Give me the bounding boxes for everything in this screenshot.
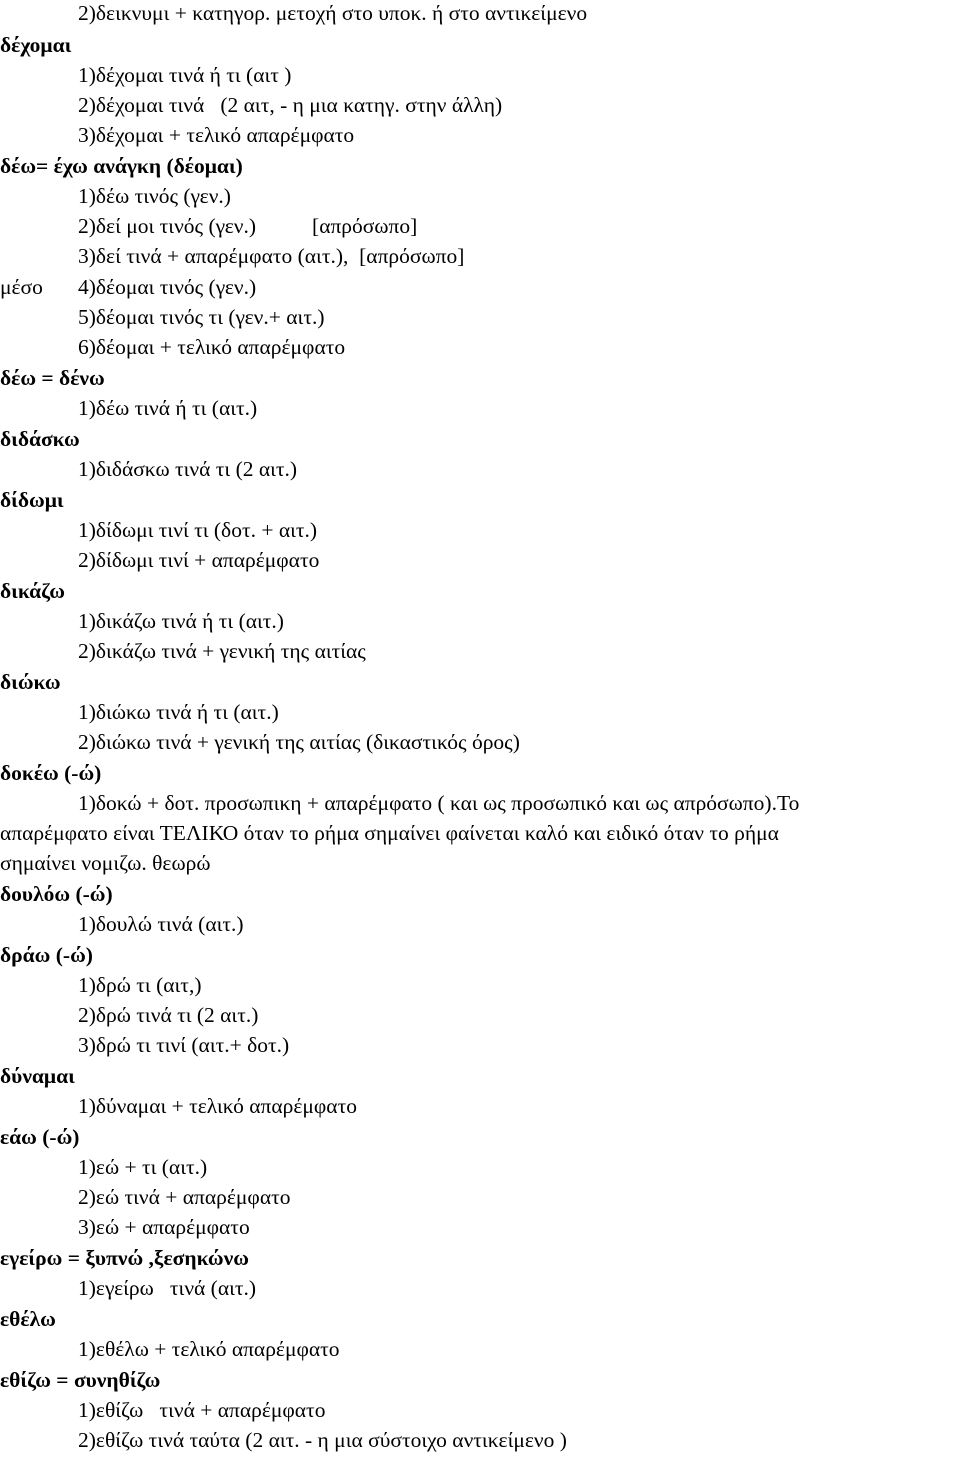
usage-line: 2)διώκω τινά + γενική της αιτίας (δικαστικός όρος) bbox=[78, 730, 520, 754]
impersonal-note: , [απρόσωπο] bbox=[343, 244, 465, 268]
usage-line: 3)εώ + απαρέμφατο bbox=[78, 1215, 250, 1239]
usage-line: 1)δουλώ τινά (αιτ.) bbox=[78, 912, 244, 936]
headword-deo-tie: δέω = δένω bbox=[0, 366, 105, 390]
usage-line: 3)δέχομαι + τελικό απαρέμφατο bbox=[78, 123, 355, 147]
usage-line bbox=[78, 211, 417, 241]
headword-drao: δράω (-ώ) bbox=[0, 943, 93, 967]
voice-label-meso: μέσο bbox=[0, 275, 43, 299]
headword-didomi: δίδωμι bbox=[0, 488, 64, 512]
headword-douloo: δουλόω (-ώ) bbox=[0, 882, 113, 906]
headword-dexomai: δέχομαι bbox=[0, 33, 72, 57]
usage-line: 5)δέομαι τινός τι (γεν.+ αιτ.) bbox=[78, 305, 325, 329]
headword-dioko: διώκω bbox=[0, 670, 61, 694]
usage-line: 1)δίδωμι τινί τι (δοτ. + αιτ.) bbox=[78, 518, 318, 542]
usage-line: 1)εθίζω τινά + απαρέμφατο bbox=[78, 1398, 326, 1422]
usage-line-continued: απαρέμφατο είναι ΤΕΛΙΚΟ όταν το ρήμα σημαίνει φαίνεται καλό και ειδικό όταν το ρήμα bbox=[0, 821, 779, 845]
usage-line: 2)δέχομαι τινά (2 αιτ, - η μια κατηγ. στην άλλη) bbox=[78, 93, 503, 117]
headword-ethizo: εθίζω = συνηθίζω bbox=[0, 1368, 161, 1392]
headword-eao: εάω (-ώ) bbox=[0, 1125, 80, 1149]
headword-egeiro: εγείρω = ξυπνώ ,ξεσηκώνω bbox=[0, 1246, 249, 1270]
impersonal-note: [απρόσωπο] bbox=[312, 214, 418, 238]
usage-line: 1)εθέλω + τελικό απαρέμφατο bbox=[78, 1337, 340, 1361]
usage-line: 2)εώ τινά + απαρέμφατο bbox=[78, 1185, 291, 1209]
usage-line: 1)δρώ τι (αιτ,) bbox=[78, 973, 202, 997]
headword-dynamai: δύναμαι bbox=[0, 1064, 75, 1088]
usage-text: 3)δεί τινά + απαρέμφατο (αιτ.) bbox=[78, 244, 344, 268]
usage-line-continued: σημαίνει νομιζω. θεωρώ bbox=[0, 851, 211, 875]
usage-line: 3)δρώ τι τινί (αιτ.+ δοτ.) bbox=[78, 1033, 290, 1057]
usage-line: 2)δίδωμι τινί + απαρέμφατο bbox=[78, 548, 320, 572]
usage-line: 4)δέομαι τινός (γεν.) bbox=[78, 275, 257, 299]
usage-line: 2)εθίζω τινά ταύτα (2 αιτ. - η μια σύστοιχο αντικείμενο ) bbox=[78, 1428, 567, 1452]
usage-line: 1)δέχομαι τινά ή τι (αιτ ) bbox=[78, 63, 292, 87]
usage-line: 1)διώκω τινά ή τι (αιτ.) bbox=[78, 700, 279, 724]
usage-line: 1)δικάζω τινά ή τι (αιτ.) bbox=[78, 609, 284, 633]
usage-line: 1)δέω τινά ή τι (αιτ.) bbox=[78, 396, 258, 420]
headword-deo-need: δέω= έχω ανάγκη (δέομαι) bbox=[0, 154, 243, 178]
usage-line: 6)δέομαι + τελικό απαρέμφατο bbox=[78, 335, 346, 359]
usage-text: 2)δεί μοι τινός (γεν.) bbox=[78, 214, 257, 238]
headword-ethelo: εθέλω bbox=[0, 1307, 56, 1331]
usage-line: 1)δέω τινός (γεν.) bbox=[78, 184, 231, 208]
headword-didasko: διδάσκω bbox=[0, 427, 80, 451]
usage-line: 1)διδάσκω τινά τι (2 αιτ.) bbox=[78, 457, 298, 481]
headword-dikazo: δικάζω bbox=[0, 579, 66, 603]
usage-line bbox=[78, 241, 464, 271]
headword-dokeo: δοκέω (-ώ) bbox=[0, 761, 102, 785]
usage-line: 1)δύναμαι + τελικό απαρέμφατο bbox=[78, 1094, 357, 1118]
usage-line: 1)εώ + τι (αιτ.) bbox=[78, 1155, 208, 1179]
usage-line: 2)δεικνυμι + κατηγορ. μετοχή στο υποκ. ή στο αντικείμενο bbox=[78, 1, 588, 25]
usage-line: 2)δρώ τινά τι (2 αιτ.) bbox=[78, 1003, 259, 1027]
usage-line: 1)εγείρω τινά (αιτ.) bbox=[78, 1276, 257, 1300]
usage-line: 1)δοκώ + δοτ. προσωπικη + απαρέμφατο ( και ως προσωπικό και ως απρόσωπο).Το bbox=[78, 791, 800, 815]
usage-line: 2)δικάζω τινά + γενική της αιτίας bbox=[78, 639, 366, 663]
